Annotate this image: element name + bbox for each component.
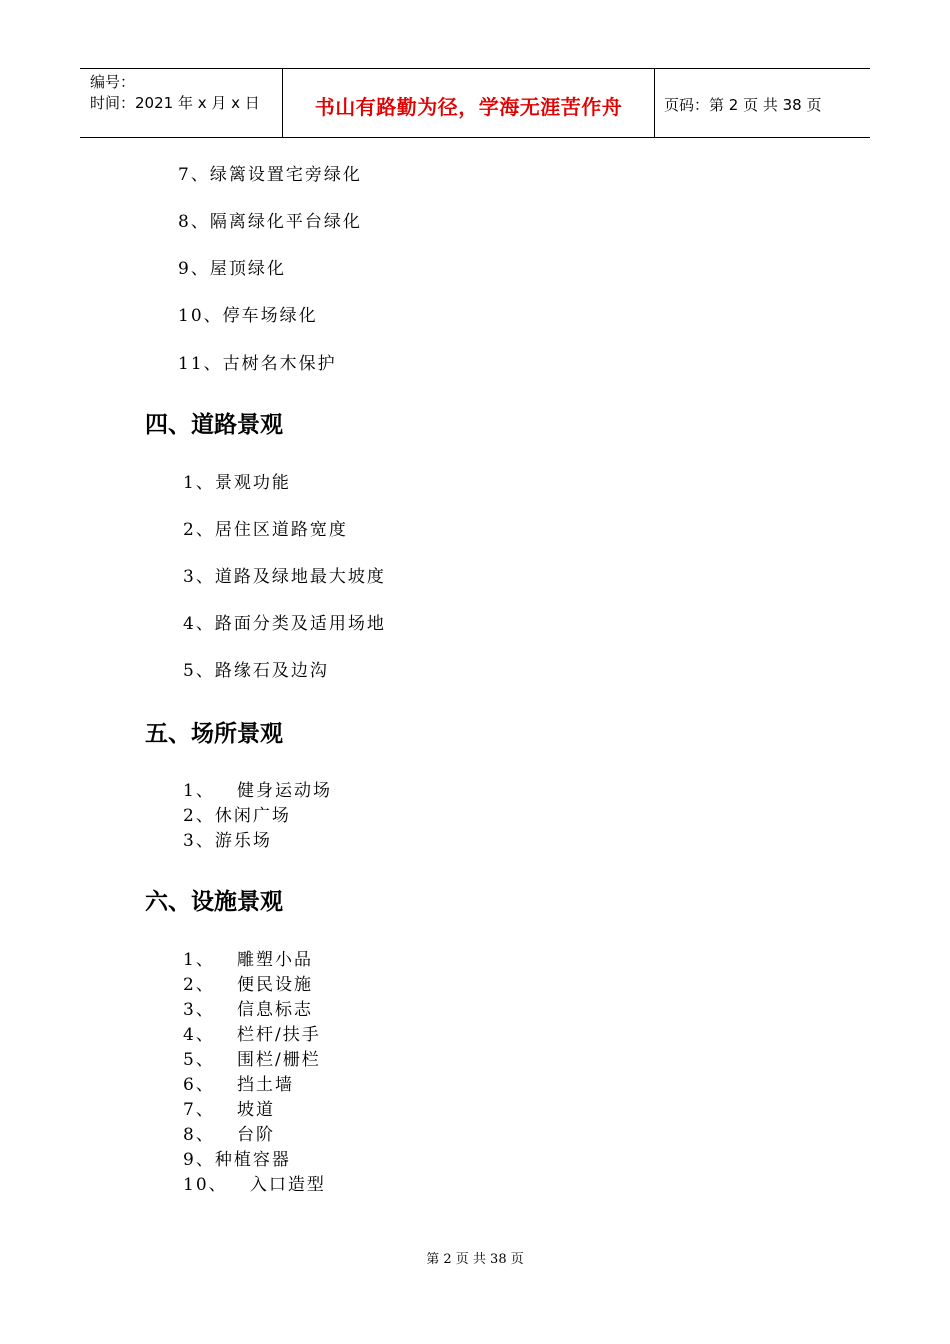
list-item: 1、景观功能 <box>183 473 291 493</box>
list-item: 6、 挡土墙 <box>183 1075 295 1095</box>
list-item: 4、路面分类及适用场地 <box>183 614 386 634</box>
section-heading: 六、设施景观 <box>145 889 283 915</box>
list-item: 1、 健身运动场 <box>183 781 333 801</box>
list-item: 3、 信息标志 <box>183 1000 314 1020</box>
list-item: 8、隔离绿化平台绿化 <box>178 212 362 232</box>
list-item: 8、 台阶 <box>183 1125 276 1145</box>
section-heading: 四、道路景观 <box>145 412 283 438</box>
list-item: 7、 坡道 <box>183 1100 276 1120</box>
document-date: 时间：2021 年 x 月 x 日 <box>90 94 260 112</box>
header-divider <box>654 69 655 137</box>
list-item: 9、屋顶绿化 <box>178 259 286 279</box>
list-item: 10、停车场绿化 <box>178 306 318 326</box>
list-item: 7、绿篱设置宅旁绿化 <box>178 165 362 185</box>
list-item: 2、休闲广场 <box>183 806 291 826</box>
list-item: 1、 雕塑小品 <box>183 950 314 970</box>
header-motto: 书山有路勤为径，学海无涯苦作舟 <box>314 95 623 119</box>
document-number: 编号： <box>90 73 136 91</box>
header-info <box>90 72 260 114</box>
list-item: 3、游乐场 <box>183 831 272 851</box>
page-footer: 第 2 页 共 38 页 <box>426 1252 524 1267</box>
list-item: 5、 围栏/栅栏 <box>183 1050 321 1070</box>
list-item: 4、 栏杆/扶手 <box>183 1025 321 1045</box>
list-item: 3、道路及绿地最大坡度 <box>183 567 386 587</box>
header-page-info: 页码：第 2 页 共 38 页 <box>664 96 822 114</box>
list-item: 10、 入口造型 <box>183 1175 326 1195</box>
list-item: 2、居住区道路宽度 <box>183 520 348 540</box>
list-item: 11、古树名木保护 <box>178 354 337 374</box>
list-item: 2、 便民设施 <box>183 975 314 995</box>
list-item: 5、路缘石及边沟 <box>183 661 329 681</box>
page-header <box>80 68 870 138</box>
list-item: 9、种植容器 <box>183 1150 291 1170</box>
section-heading: 五、场所景观 <box>145 721 283 747</box>
